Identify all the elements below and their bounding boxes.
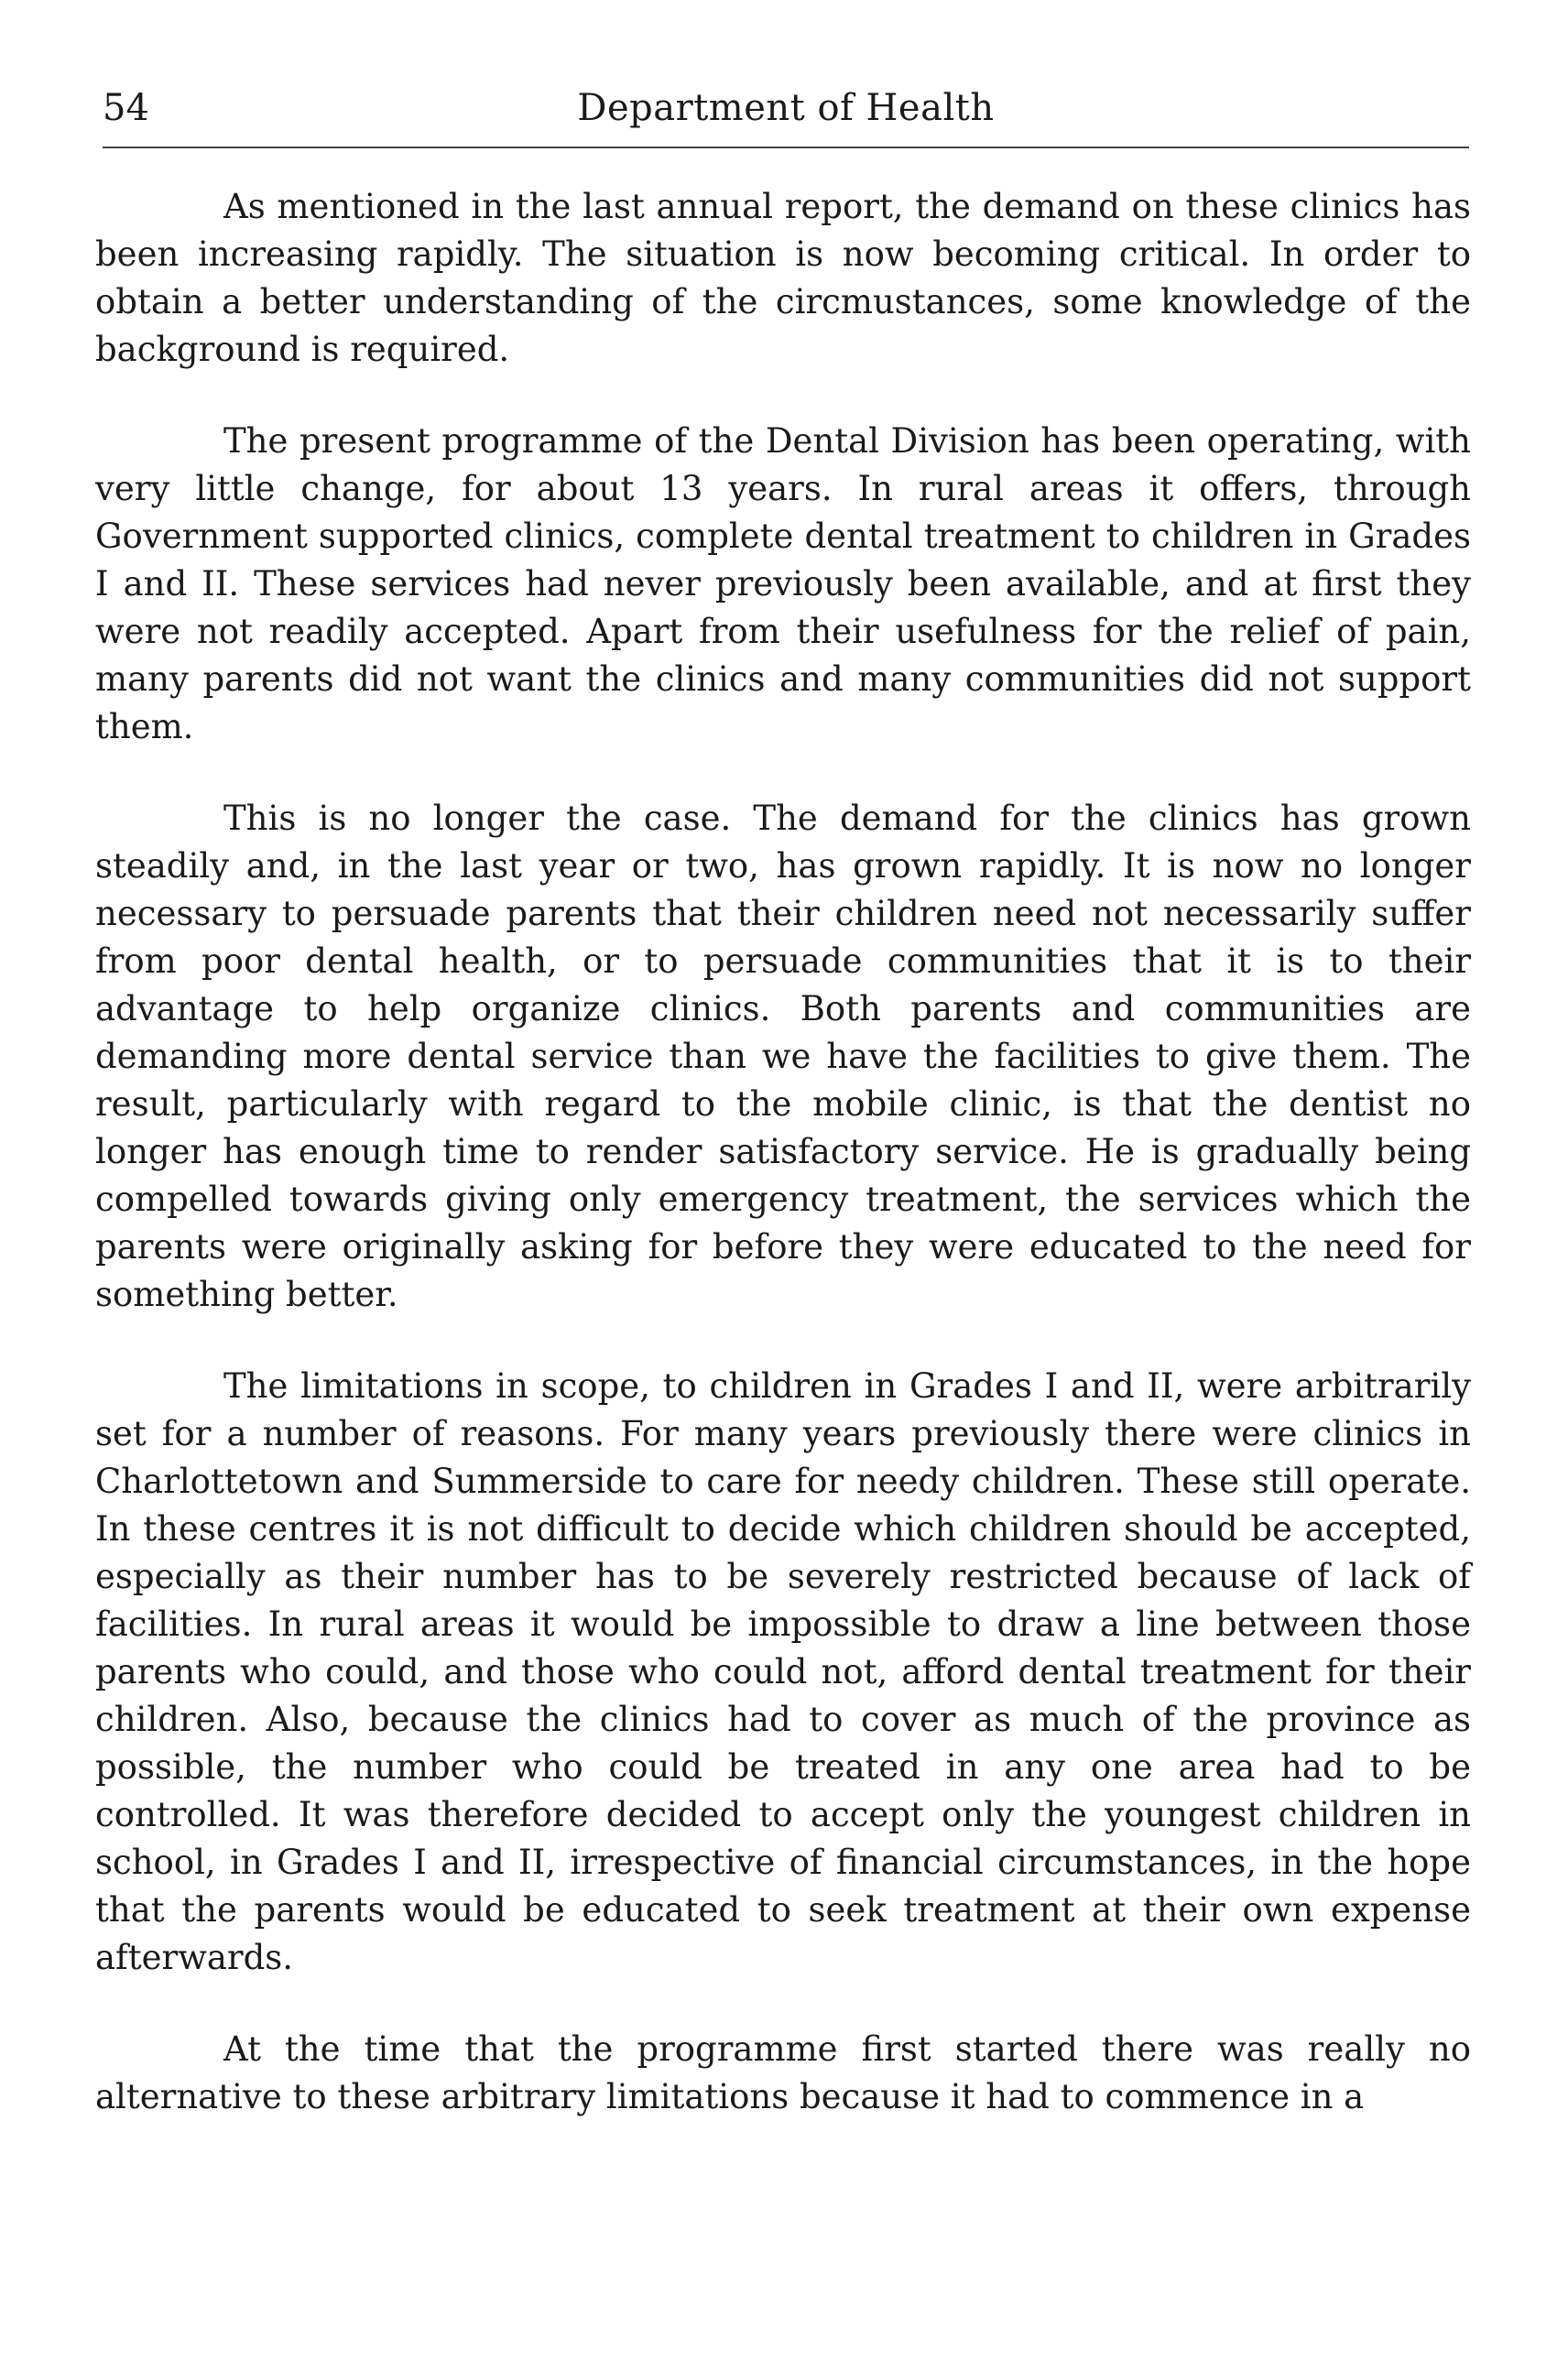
paragraph-5: At the time that the programme first started there was really no alternative to these arbitrary limitations because it had to commence in a bbox=[95, 2029, 1471, 2116]
header-rule bbox=[103, 147, 1469, 148]
page-header bbox=[103, 81, 1469, 136]
page-number: 54 bbox=[103, 87, 149, 129]
paragraph-3: This is no longer the case. The demand for the clinics has grown steadily and, in the last year or two, has grown rapidly. It is now no longer necessary to persuade parents that their children need not necessarily suffer from poor dental health, or to persuade communities that it is to their advantage to help organize clinics. Both parents and communities are demanding more dental service than we have the facilities to give them. The result, particularly with regard to the mobile clinic, is that the dentist no longer has enough time to render satisfactory service. He is gradually being compelled towards giving only emergency treatment, the services which the parents were originally asking for before they were educated to the need for something better. bbox=[95, 799, 1471, 1314]
paragraph-2: The present programme of the Dental Division has been operating, with very little change, for about 13 years. In rural areas it offers, through Government supported clinics, complete dental treatment to children in Grades I and II. These services had never previously been available, and at first they were not readily accepted. Apart from their usefulness for the relief of pain, many parents did not want the clinics and many communities did not support them. bbox=[95, 421, 1471, 746]
running-title: Department of Health bbox=[577, 87, 995, 129]
body-text bbox=[95, 183, 1471, 2165]
paragraph-4: The limitations in scope, to children in Grades I and II, were arbitrarily set for a number of reasons. For many years previously there were clinics in Charlottetown and Summerside to care for needy children. These still operate. In these centres it is not difficult to decide which children should be accepted, especially as their number has to be severely restricted because of lack of facilities. In rural areas it would be impossible to draw a line between those parents who could, and those who could not, afford dental treatment for their children. Also, because the clinics had to cover as much of the province as possible, the number who could be treated in any one area had to be controlled. It was therefore decided to accept only the youngest children in school, in Grades I and II, irrespective of financial circumstances, in the hope that the parents would be educated to seek treatment at their own expense afterwards. bbox=[95, 1366, 1471, 1977]
paragraph-1: As mentioned in the last annual report, the demand on these clinics has been increasing rapidly. The situation is now becoming critical. In order to obtain a better understanding of the circmustances, some knowledge of the background is required. bbox=[95, 187, 1471, 369]
